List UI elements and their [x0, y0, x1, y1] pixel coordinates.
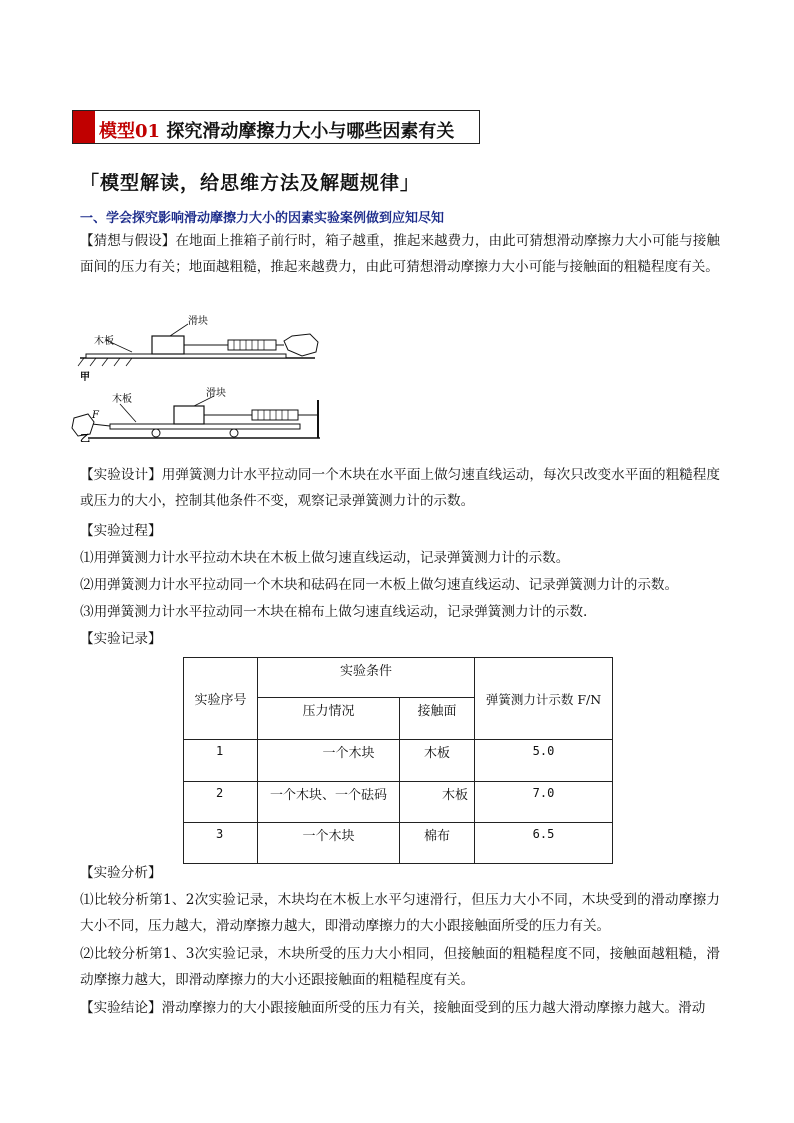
design-text: 用弹簧测力计水平拉动同一个木块在水平面上做匀速直线运动，每次只改变水平面的粗糙程度或压力的大小，控制其他条件不变，观察记录弹簧测力计的示数。	[80, 467, 721, 509]
process-step-3: ⑶用弹簧测力计水平拉动同一木块在棉布上做匀速直线运动，记录弹簧测力计的示数.	[80, 604, 588, 620]
guess-label: 【猜想与假设】	[80, 233, 176, 249]
table-row	[184, 782, 613, 823]
row1-pressure: 一个木块	[258, 740, 400, 782]
model-number: 模型01	[99, 121, 161, 142]
board-label-2: 木板	[112, 394, 132, 405]
design-label: 【实验设计】	[80, 467, 162, 483]
header-pressure: 压力情况	[258, 698, 400, 740]
record-label: 【实验记录】	[80, 631, 162, 647]
process-label: 【实验过程】	[80, 523, 162, 539]
model-title-box	[72, 110, 480, 144]
model-title	[99, 117, 454, 143]
conclusion-label: 【实验结论】	[80, 1000, 162, 1016]
analysis-label: 【实验分析】	[80, 865, 162, 881]
process-step-1: ⑴用弹簧测力计水平拉动木块在木板上做匀速直线运动，记录弹簧测力计的示数。	[80, 550, 570, 566]
table-header-row	[184, 658, 613, 698]
row3-surface: 棉布	[400, 823, 475, 864]
title-red-bar	[73, 111, 95, 143]
analysis-paragraph-2: ⑵比较分析第1、3次实验记录，木块所受的压力大小相同，但接触面的粗糙程度不同，接触面越粗糙，滑动摩擦力越大，即滑动摩擦力的大小还跟接触面的粗糙程度有关。	[80, 946, 720, 988]
force-label: F	[92, 410, 99, 421]
conclusion-text: 滑动摩擦力的大小跟接触面所受的压力有关，接触面受到的压力越大滑动摩擦力越大。滑动	[161, 1000, 706, 1016]
header-surface: 接触面	[400, 698, 475, 740]
figure-jia-label: 甲	[80, 372, 90, 383]
row3-seq: 3	[184, 823, 258, 864]
process-step-2: ⑵用弹簧测力计水平拉动同一个木块和砝码在同一木板上做匀速直线运动、记录弹簧测力计的示数。	[80, 577, 679, 593]
record-table	[183, 657, 613, 864]
row2-reading: 7.0	[475, 782, 613, 823]
design-paragraph	[80, 462, 720, 514]
table-row	[184, 740, 613, 782]
guess-paragraph	[80, 228, 720, 280]
header-condition: 实验条件	[258, 658, 475, 698]
figure-yi-label: 乙	[80, 434, 90, 442]
row2-seq: 2	[184, 782, 258, 823]
analysis-paragraph-1: ⑴比较分析第1、2次实验记录，木块均在木板上水平匀速滑行，但压力大小不同，木块受到的滑动摩擦力大小不同，压力越大，滑动摩擦力越大，即滑动摩擦力的大小跟接触面所受的压力有关。	[80, 892, 720, 934]
board-label-1: 木板	[94, 336, 114, 347]
section-heading: 一、学会探究影响滑动摩擦力大小的因素实验案例做到应知尽知	[80, 211, 445, 226]
subtitle: 「模型解读，给思维方法及解题规律」	[80, 172, 421, 194]
header-seq: 实验序号	[184, 658, 258, 740]
table-row	[184, 823, 613, 864]
row1-reading: 5.0	[475, 740, 613, 782]
model-title-text: 探究滑动摩擦力大小与哪些因素有关	[160, 121, 455, 142]
conclusion-paragraph	[80, 995, 720, 1021]
row2-surface: 木板	[400, 782, 475, 823]
experiment-figure	[70, 312, 330, 442]
block-label-1: 滑块	[188, 316, 208, 327]
header-reading: 弹簧测力计示数 F/N	[475, 658, 613, 740]
row1-surface: 木板	[400, 740, 475, 782]
row2-pressure: 一个木块、一个砝码	[258, 782, 400, 823]
block-label-2: 滑块	[206, 388, 226, 399]
row1-seq: 1	[184, 740, 258, 782]
row3-reading: 6.5	[475, 823, 613, 864]
row3-pressure: 一个木块	[258, 823, 400, 864]
guess-text: 在地面上推箱子前行时，箱子越重，推起来越费力，由此可猜想滑动摩擦力大小可能与接触面间的压力有关；地面越粗糙，推起来越费力，由此可猜想滑动摩擦力大小可能与接触面的粗糙程度有关。	[80, 233, 721, 275]
